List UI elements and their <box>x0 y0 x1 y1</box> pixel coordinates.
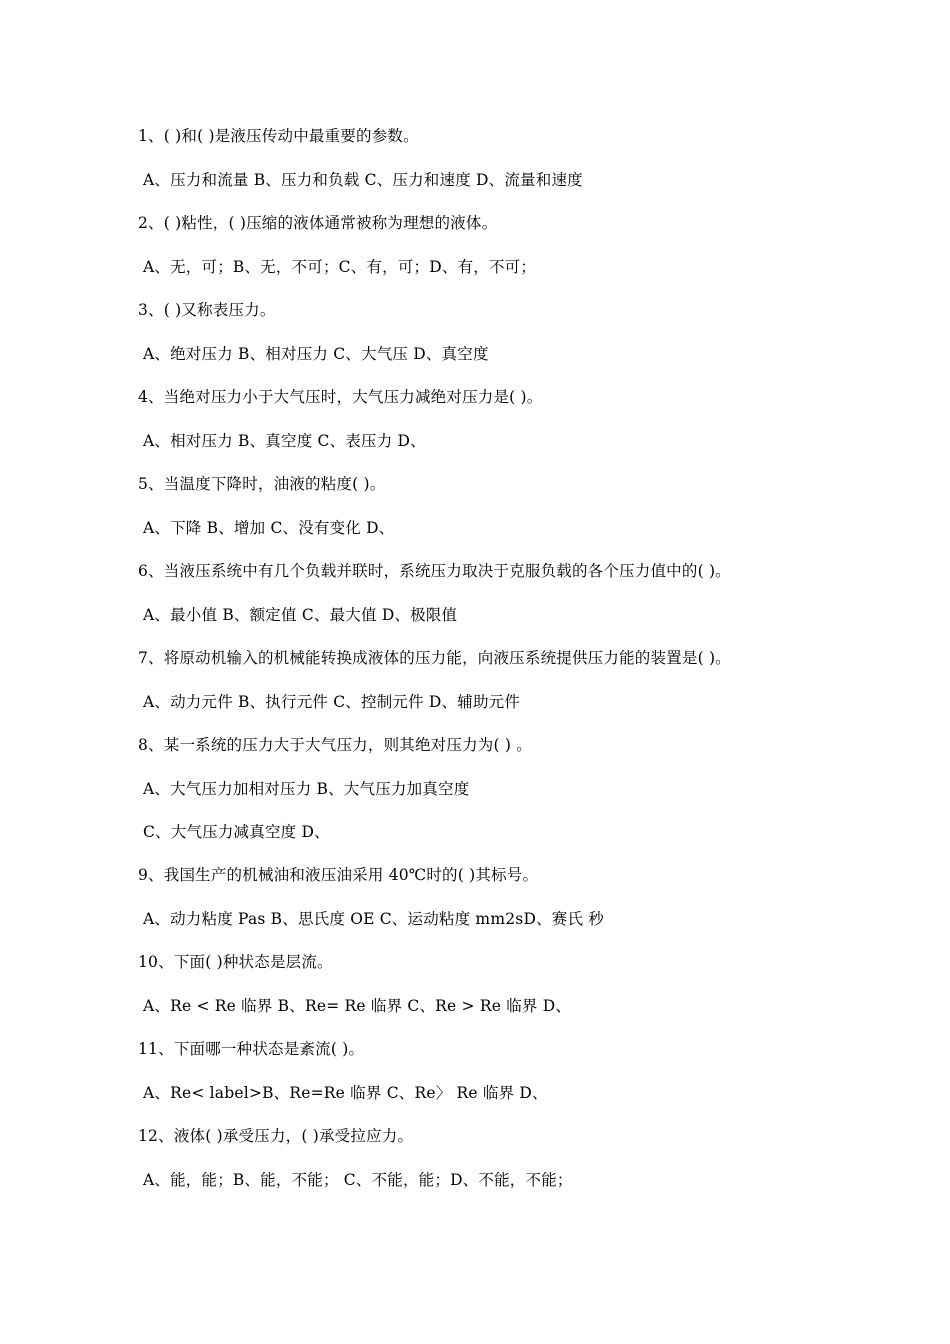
question-4: 4、当绝对压力小于大气压时，大气压力减绝对压力是( )。 <box>138 388 543 406</box>
options-4: A、相对压力 B、真空度 C、表压力 D、 <box>143 432 426 450</box>
options-9: A、动力粘度 Pas B、思氏度 OE C、运动粘度 mm2sD、赛氏 秒 <box>143 910 604 928</box>
question-6: 6、当液压系统中有几个负载并联时，系统压力取决于克服负载的各个压力值中的( )。 <box>138 562 731 580</box>
options-1: A、压力和流量 B、压力和负载 C、压力和速度 D、流量和速度 <box>143 171 583 189</box>
question-11: 11、下面哪一种状态是紊流( )。 <box>138 1040 365 1058</box>
options-7: A、动力元件 B、执行元件 C、控制元件 D、辅助元件 <box>143 693 521 711</box>
options-8b: C、大气压力减真空度 D、 <box>143 823 330 841</box>
options-2: A、无，可；B、无，不可；C、有，可；D、有，不可； <box>143 258 537 276</box>
options-6: A、最小值 B、额定值 C、最大值 D、极限值 <box>143 606 458 624</box>
options-8a: A、大气压力加相对压力 B、大气压力加真空度 <box>143 780 470 798</box>
options-10: A、Re < Re 临界 B、Re= Re 临界 C、Re > Re 临界 D、 <box>143 997 572 1015</box>
options-12: A、能，能；B、能，不能； C、不能，能；D、不能，不能； <box>143 1171 573 1189</box>
question-5: 5、当温度下降时，油液的粘度( )。 <box>138 475 386 493</box>
question-3: 3、( )又称表压力。 <box>138 301 276 319</box>
question-12: 12、液体( )承受压力，( )承受拉应力。 <box>138 1127 414 1145</box>
question-2: 2、( )粘性，( )压缩的液体通常被称为理想的液体。 <box>138 214 498 232</box>
question-9: 9、我国生产的机械油和液压油采用 40℃时的( )其标号。 <box>138 866 539 884</box>
question-8: 8、某一系统的压力大于大气压力，则其绝对压力为( ) 。 <box>138 736 532 754</box>
options-5: A、下降 B、增加 C、没有变化 D、 <box>143 519 395 537</box>
options-11: A、Re< label>B、Re=Re 临界 C、Re〉 Re 临界 D、 <box>143 1084 548 1102</box>
options-3: A、绝对压力 B、相对压力 C、大气压 D、真空度 <box>143 345 489 363</box>
question-10: 10、下面( )种状态是层流。 <box>138 953 333 971</box>
question-7: 7、将原动机输入的机械能转换成液体的压力能，向液压系统提供压力能的装置是( )。 <box>138 649 731 667</box>
question-1: 1、( )和( )是液压传动中最重要的参数。 <box>138 127 419 145</box>
